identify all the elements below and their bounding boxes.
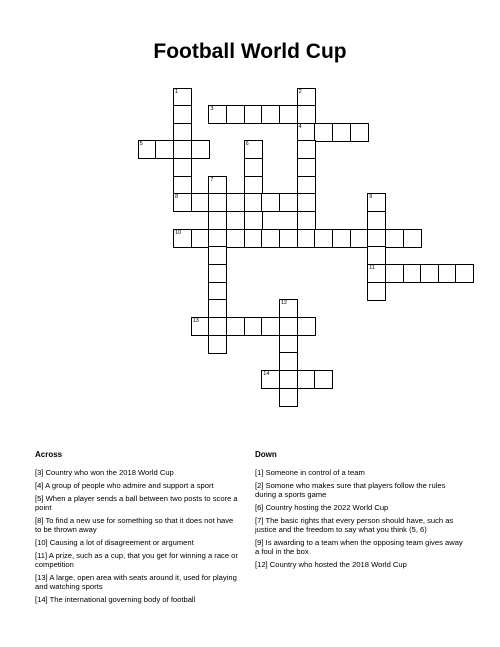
grid-cell[interactable]	[208, 299, 227, 318]
grid-cell[interactable]	[191, 193, 210, 212]
clue-number: 5	[139, 141, 143, 148]
grid-cell[interactable]	[297, 176, 316, 195]
grid-cell[interactable]	[173, 176, 192, 195]
grid-cell[interactable]	[279, 105, 298, 124]
grid-cell[interactable]	[261, 229, 280, 248]
clue-num: [11]	[35, 551, 48, 560]
down-clue	[255, 538, 465, 556]
clue-number: 7	[210, 176, 214, 183]
down-heading: Down	[255, 450, 277, 459]
clue-num: [4]	[35, 481, 44, 490]
clue-num: [8]	[35, 516, 44, 525]
clue-text: A prize, such as a cup, that you get for winning a race or competition	[35, 551, 238, 569]
clue-num: [5]	[35, 494, 44, 503]
grid-cell[interactable]	[403, 264, 422, 283]
clue-number: 4	[298, 123, 302, 130]
clue-text: A group of people who admire and support a sport	[45, 481, 214, 490]
clue-number: 1	[175, 88, 179, 95]
across-clues	[35, 450, 240, 608]
grid-cell[interactable]	[314, 229, 333, 248]
grid-cell[interactable]	[226, 229, 245, 248]
down-clue	[255, 481, 465, 499]
grid-cell[interactable]	[208, 229, 227, 248]
grid-cell[interactable]	[208, 335, 227, 354]
across-heading: Across	[35, 450, 63, 459]
grid-cell[interactable]	[279, 370, 298, 389]
clue-num: [9]	[255, 538, 264, 547]
clue-text: Country hosting the 2022 World Cup	[265, 503, 389, 512]
grid-cell[interactable]	[314, 123, 333, 142]
grid-cell[interactable]	[297, 370, 316, 389]
grid-cell[interactable]	[208, 264, 227, 283]
grid-cell[interactable]	[455, 264, 474, 283]
grid-cell[interactable]	[173, 88, 192, 107]
down-clues	[255, 450, 465, 573]
clue-number: 9	[369, 194, 373, 201]
grid-cell[interactable]	[191, 140, 210, 159]
grid-cell[interactable]	[173, 123, 192, 142]
clue-text: Causing a lot of disagreement or argument	[49, 538, 194, 547]
grid-cell[interactable]	[208, 105, 227, 124]
across-clue	[35, 516, 240, 534]
grid-cell[interactable]	[297, 229, 316, 248]
across-clue	[35, 573, 240, 591]
grid-cell[interactable]	[279, 317, 298, 336]
grid-cell[interactable]	[244, 105, 263, 124]
grid-cell[interactable]	[367, 264, 386, 283]
clue-num: [12]	[255, 560, 268, 569]
down-clue	[255, 503, 465, 512]
grid-cell[interactable]	[208, 193, 227, 212]
grid-cell[interactable]	[208, 317, 227, 336]
across-clue	[35, 538, 240, 547]
grid-cell[interactable]	[279, 388, 298, 407]
clue-text: The basic rights that every person should have, such as justice and the freedom to say what you think (5, 6)	[255, 516, 454, 534]
across-clue	[35, 494, 240, 512]
clue-text: A large, open area with seats around it, used for playing and watching sports	[35, 573, 237, 591]
across-clue	[35, 468, 240, 477]
grid-cell[interactable]	[385, 264, 404, 283]
grid-cell[interactable]	[297, 88, 316, 107]
grid-cell[interactable]	[173, 229, 192, 248]
grid-cell[interactable]	[279, 335, 298, 354]
grid-cell[interactable]	[191, 229, 210, 248]
grid-cell[interactable]	[244, 158, 263, 177]
grid-cell[interactable]	[314, 370, 333, 389]
grid-cell[interactable]	[244, 317, 263, 336]
grid-cell[interactable]	[208, 282, 227, 301]
grid-cell[interactable]	[261, 317, 280, 336]
clue-num: [7]	[255, 516, 264, 525]
across-clue	[35, 481, 240, 490]
page-title: Football World Cup	[153, 40, 347, 63]
grid-cell[interactable]	[173, 193, 192, 212]
down-clue	[255, 468, 465, 477]
clue-text: When a player sends a ball between two posts to score a point	[35, 494, 238, 512]
grid-cell[interactable]	[350, 123, 369, 142]
clue-text: To find a new use for something so that it does not have to be thrown away	[35, 516, 234, 534]
clue-number: 2	[298, 88, 302, 95]
clue-text: Country who won the 2018 World Cup	[45, 468, 174, 477]
clue-num: [14]	[35, 595, 48, 604]
grid-cell[interactable]	[297, 211, 316, 230]
across-clue-list	[35, 468, 240, 604]
grid-cell[interactable]	[261, 193, 280, 212]
grid-cell[interactable]	[244, 211, 263, 230]
grid-cell[interactable]	[297, 193, 316, 212]
grid-cell[interactable]	[279, 229, 298, 248]
grid-cell[interactable]	[438, 264, 457, 283]
grid-cell[interactable]	[297, 140, 316, 159]
down-clue	[255, 560, 465, 569]
across-clue	[35, 551, 240, 569]
grid-cell[interactable]	[332, 229, 351, 248]
grid-cell[interactable]	[208, 211, 227, 230]
grid-cell[interactable]	[367, 193, 386, 212]
clue-number: 13	[192, 317, 199, 324]
clue-text: Someone in control of a team	[265, 468, 365, 477]
grid-cell[interactable]	[155, 140, 174, 159]
clue-number: 14	[263, 370, 270, 377]
grid-cell[interactable]	[332, 123, 351, 142]
grid-cell[interactable]	[244, 176, 263, 195]
grid-cell[interactable]	[226, 317, 245, 336]
clue-num: [10]	[35, 538, 48, 547]
grid-cell[interactable]	[403, 229, 422, 248]
grid-cell[interactable]	[367, 282, 386, 301]
grid-cell[interactable]	[244, 140, 263, 159]
grid-cell[interactable]	[173, 158, 192, 177]
across-clue	[35, 595, 240, 604]
clue-text: Country who hosted the 2018 World Cup	[269, 560, 407, 569]
grid-cell[interactable]	[297, 105, 316, 124]
grid-cell[interactable]	[385, 229, 404, 248]
clue-number: 12	[280, 300, 288, 307]
grid-cell[interactable]	[261, 370, 280, 389]
grid-cell[interactable]	[350, 229, 369, 248]
grid-cell[interactable]	[226, 193, 245, 212]
grid-cell[interactable]	[367, 229, 386, 248]
grid-cell[interactable]	[244, 229, 263, 248]
down-clue-list	[255, 468, 465, 569]
clue-num: [13]	[35, 573, 48, 582]
clue-number: 3	[210, 106, 214, 113]
grid-cell[interactable]	[261, 105, 280, 124]
down-clue	[255, 516, 465, 534]
grid-cell[interactable]	[208, 246, 227, 265]
grid-cell[interactable]	[191, 317, 210, 336]
grid-cell[interactable]	[297, 317, 316, 336]
clue-text: Is awarding to a team when the opposing team gives away a foul in the box	[255, 538, 463, 556]
clue-number: 11	[369, 265, 375, 271]
grid-cell[interactable]	[173, 105, 192, 124]
grid-cell[interactable]	[420, 264, 439, 283]
clue-text: Somone who makes sure that players follow the rules during a sports game	[255, 481, 446, 499]
grid-cell[interactable]	[297, 123, 316, 142]
grid-cell[interactable]	[279, 299, 298, 318]
grid-cell[interactable]	[367, 211, 386, 230]
clue-num: [2]	[255, 481, 264, 490]
clue-number: 8	[175, 194, 179, 201]
grid-cell[interactable]	[138, 140, 157, 159]
grid-cell[interactable]	[279, 193, 298, 212]
grid-cell[interactable]	[226, 105, 245, 124]
grid-cell[interactable]	[244, 193, 263, 212]
clue-num: [3]	[35, 468, 44, 477]
clue-number: 10	[175, 229, 182, 236]
clue-number: 6	[245, 141, 249, 148]
grid-cell[interactable]	[367, 246, 386, 265]
grid-cell[interactable]	[208, 176, 227, 195]
grid-cell[interactable]	[279, 352, 298, 371]
grid-cell[interactable]	[173, 140, 192, 159]
clue-num: [1]	[255, 468, 264, 477]
clue-text: The international governing body of football	[49, 595, 196, 604]
clue-num: [6]	[255, 503, 264, 512]
grid-cell[interactable]	[297, 158, 316, 177]
